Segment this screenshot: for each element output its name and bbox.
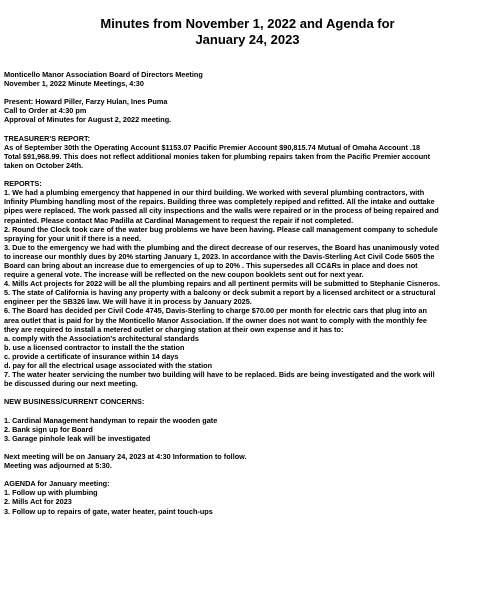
- approval-line: Approval of Minutes for August 2, 2022 meeting.: [4, 115, 172, 125]
- report-line: Infinity Plumbing handling most of the repairs. Building three was completely repiped and refitted. All the intake and outtake: [4, 197, 435, 207]
- report-line: 6. The Board has decided per Civil Code 4745, Davis-Sterling to charge $70.00 per month for electric cars that plug into an: [4, 306, 427, 316]
- report-line: area outlet that is paid for by the Monticello Manor Association. If the owner does not want to comply with the monthly fee: [4, 315, 427, 325]
- new-business-section: [4, 397, 491, 442]
- report-line: b. use a licensed contractor to install the the station: [4, 342, 185, 352]
- report-line: 2. Round the Clock took care of the water bug problems we have been having. Please call management company to schedule: [4, 224, 438, 234]
- call-to-order-line: Call to Order at 4:30 pm: [4, 106, 87, 116]
- next-meeting-line: Next meeting will be on January 24, 2023 at 4:30 Information to follow.: [4, 451, 247, 461]
- treasurer-line: As of September 30th the Operating Account $1153.07 Pacific Premier Account $90,815.74 Mutual of Omaha Account .18: [4, 142, 421, 152]
- meeting-header: [4, 70, 491, 88]
- report-line: pipes were replaced. The work passed all city inspections and the walls were repaired or in the process of being repaired and: [4, 206, 439, 216]
- organization-line: Monticello Manor Association Board of Directors Meeting: [4, 70, 203, 79]
- meeting-date-line: November 1, 2022 Minute Meetings, 4:30: [4, 79, 144, 89]
- report-line: they are required to install a metered outlet or charging station at their own expense and it has to:: [4, 324, 344, 334]
- report-line: 3. Due to the emergency we had with the plumbing and the direct decrease of our reserves, the Board has unanimously voted: [4, 242, 440, 252]
- report-line: 7. The water heater servicing the number two building will have to be replaced. Bids are being investigated and the work will: [4, 370, 435, 380]
- new-business-heading: NEW BUSINESS/CURRENT CONCERNS:: [4, 397, 145, 407]
- opening-section: [4, 97, 491, 124]
- present-line: Present: Howard Piller, Farzy Hulan, Ines Puma: [4, 97, 168, 107]
- report-line: to increase our monthly dues by 20% starting January 1, 2023. In accordance with the Davis-Sterling Act Civil Code 5605 the: [4, 251, 435, 261]
- report-line: a. comply with the Association's architectural standards: [4, 333, 199, 343]
- new-business-item: 1. Cardinal Management handyman to repair the wooden gate: [4, 415, 218, 425]
- report-line: 4. Mills Act projects for 2022 will be all the plumbing repairs and all pertinent permits will be submitted to Stephanie Cisneros.: [4, 279, 441, 289]
- agenda-item: 2. Mills Act for 2023: [4, 497, 72, 507]
- document-body: [4, 70, 491, 516]
- title-line-2: January 24, 2023: [195, 32, 300, 47]
- adjourned-line: Meeting was adjourned at 5:30.: [4, 461, 112, 471]
- document-title: [4, 16, 491, 48]
- report-line: engineer per the SB326 law. We will have it in process by January 2025.: [4, 297, 252, 307]
- reports-section: [4, 179, 491, 388]
- treasurer-heading: TREASURER'S REPORT:: [4, 133, 91, 143]
- report-line: be discussed during our next meeting.: [4, 379, 138, 389]
- agenda-item: 3. Follow up to repairs of gate, water heater, paint touch-ups: [4, 506, 213, 516]
- treasurer-line: Total $91,968.99. This does not reflect additional monies taken for plumbing repairs taken from the Pacific Premier account: [4, 151, 431, 161]
- report-line: Board can bring about an increase due to emergencies of up to 20% . This supersedes all CC&Rs in place and does not: [4, 260, 418, 270]
- new-business-item: 3. Garage pinhole leak will be investigated: [4, 433, 151, 443]
- report-line: 5. The state of California is having any property with a balcony or deck submit a report by a licensed architect or a structural: [4, 288, 436, 298]
- report-line: 1. We had a plumbing emergency that happened in our third building. We worked with several plumbing contractors, with: [4, 188, 425, 198]
- report-line: require a general vote. The increase will be reflected on the new coupon booklets sent out for next year.: [4, 270, 364, 280]
- treasurer-section: [4, 134, 491, 170]
- report-line: c. provide a certificate of insurance within 14 days: [4, 351, 179, 361]
- reports-heading: REPORTS:: [4, 179, 42, 189]
- report-line: spraying for your unit if there is a need.: [4, 233, 142, 243]
- treasurer-line: taken on October 24th.: [4, 160, 84, 170]
- agenda-section: [4, 479, 491, 515]
- agenda-item: 1. Follow up with plumbing: [4, 488, 98, 498]
- title-line-1: Minutes from November 1, 2022 and Agenda for: [100, 16, 395, 31]
- report-line: d. pay for all the electrical usage associated with the station: [4, 361, 213, 370]
- agenda-heading: AGENDA for January meeting:: [4, 479, 110, 489]
- closing-section: [4, 452, 491, 470]
- report-line: repainted. Please contact Mac Padilla at Cardinal Management to request the repair if not completed.: [4, 215, 354, 225]
- new-business-item: 2. Bank sign up for Board: [4, 424, 93, 434]
